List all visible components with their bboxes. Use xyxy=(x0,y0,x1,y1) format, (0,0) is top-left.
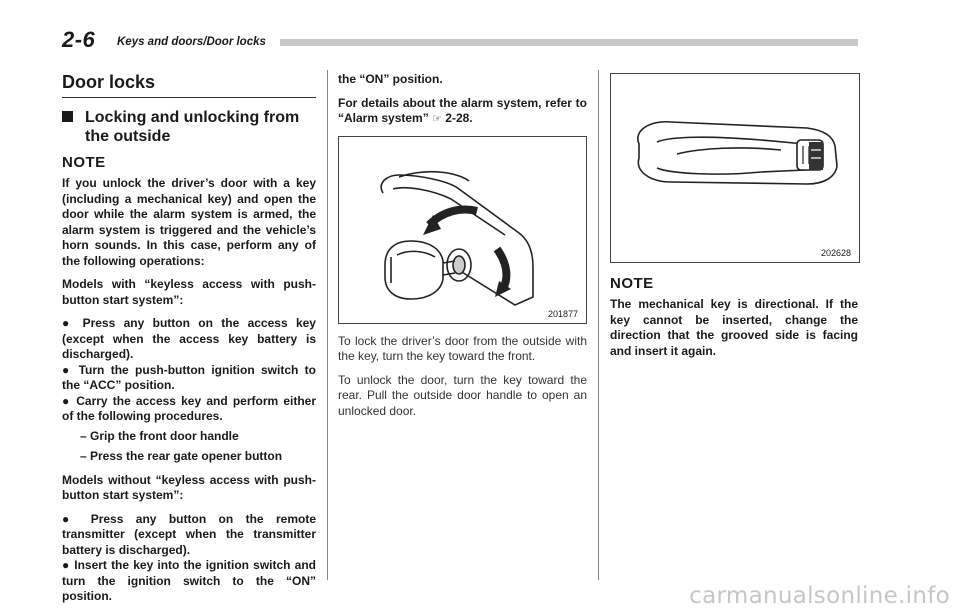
square-icon xyxy=(62,111,73,122)
continuation-text: the “ON” position. xyxy=(338,72,443,86)
note-title: NOTE xyxy=(62,154,106,171)
list-item: ● Press any button on the remote transmitter (except when the transmitter battery is discharged). xyxy=(62,511,317,557)
subsection-title-text: Locking and unlocking from the outside xyxy=(85,109,300,145)
column-2 xyxy=(338,72,587,427)
list-item: ● Press any button on the access key (except when the access key battery is discharged). xyxy=(62,316,316,361)
procedure-list xyxy=(80,428,316,465)
column-divider xyxy=(327,70,328,580)
list-item: – Press the rear gate opener button xyxy=(80,448,283,463)
column-1 xyxy=(62,72,316,605)
figure-code: 202628 xyxy=(820,248,851,258)
column-divider xyxy=(598,70,599,580)
figure-code: 201877 xyxy=(547,308,578,319)
header-bar xyxy=(280,39,858,46)
column-3 xyxy=(610,72,858,367)
page-number: 2-6 xyxy=(62,27,96,52)
subsection-title xyxy=(62,108,316,146)
list-item: ● Insert the key into the ignition switch and turn the ignition switch to the “ON” position. xyxy=(62,558,316,603)
lock-instructions: To lock the driver’s door from the outside with the key, turn the key toward the front. xyxy=(338,333,587,363)
pointing-hand-icon: ☞ xyxy=(432,113,442,125)
keyless-heading: Models with “keyless access with push-button start system”: xyxy=(62,277,316,307)
list-item: ● Turn the push-button ignition switch to the “ACC” position. xyxy=(62,362,316,392)
unlock-instructions: To unlock the door, turn the key toward the rear. Pull the outside door handle to open an unlocked door. xyxy=(338,372,587,418)
note-title: NOTE xyxy=(610,275,654,292)
figure-door-handle xyxy=(610,73,860,263)
door-handle-illustration xyxy=(611,74,859,262)
figure-key-in-lock xyxy=(338,136,587,324)
key-lock-illustration xyxy=(339,137,586,323)
note-text: The mechanical key is directional. If the key cannot be inserted, change the direction that the grooved side is facing and insert it again. xyxy=(610,297,858,358)
list-item: ● Carry the access key and perform either of the following procedures. xyxy=(62,393,316,423)
watermark: carmanualsonline.info xyxy=(689,583,950,609)
list-item: – Grip the front door handle xyxy=(80,428,239,443)
note-intro: If you unlock the driver’s door with a key (including a mechanical key) and open the door while the alarm system is armed, the alarm system is triggered and the vehicle’s horn sounds. In this case, perform any of the following operations: xyxy=(62,176,316,268)
chapter-title: Keys and doors/Door locks xyxy=(117,36,266,48)
alarm-reference: For details about the alarm system, refer to “Alarm system” ☞ 2-28. xyxy=(338,95,587,125)
section-title: Door locks xyxy=(62,72,316,98)
nokeyless-heading: Models without “keyless access with push-button start system”: xyxy=(62,472,316,502)
page-header xyxy=(0,0,960,60)
